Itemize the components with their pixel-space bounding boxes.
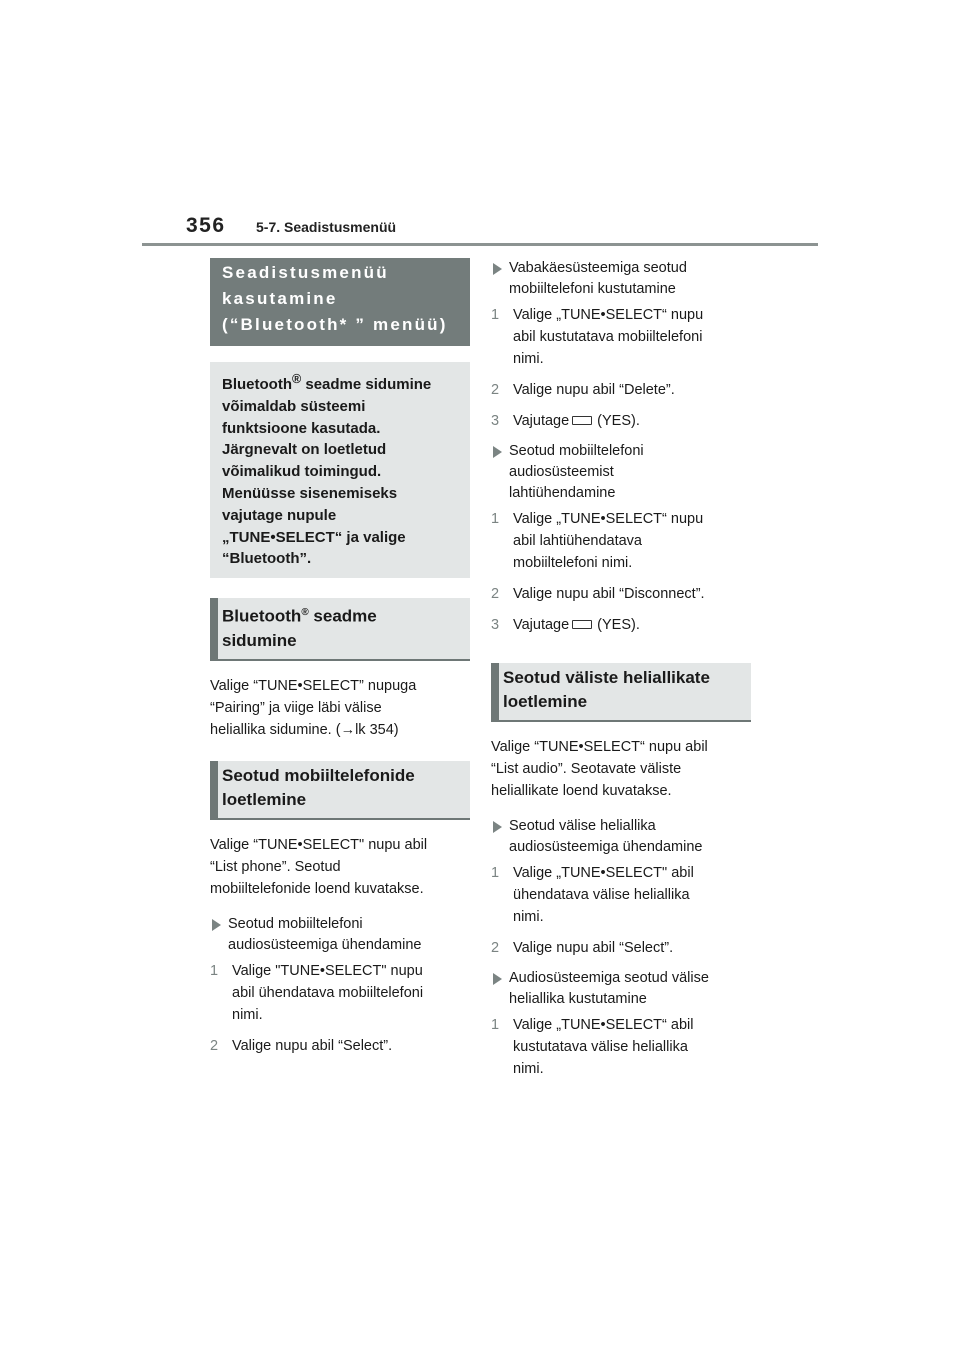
heading-pairing: Bluetooth® seadme sidumine (210, 598, 470, 661)
bullet-delete-phone: Vabakäesüsteemiga seotud mobiiltelefoni kustutamine (491, 258, 751, 300)
step: 1 Valige „TUNE•SELECT“ abil kustutatava välise heliallika nimi. (491, 1017, 694, 1077)
bullet-connect-phone: Seotud mobiiltelefoni audiosüsteemiga ühendamine (210, 914, 470, 956)
intro-line: võimaldab süsteemi (222, 397, 366, 415)
list-phones-paragraph: Valige “TUNE•SELECT" nupu abil “List phone”. Seotud mobiiltelefonide loend kuvatakse. (210, 836, 428, 897)
list-audio-paragraph: Valige “TUNE•SELECT“ nupu abil “List audio”. Seotavate väliste heliallikate loend kuvatakse. (491, 739, 708, 799)
triangle-bullet-icon (212, 919, 221, 931)
right-column (491, 258, 751, 1089)
triangle-bullet-icon (493, 263, 502, 275)
title-line: Seadistusmenüü (222, 263, 389, 282)
section-title-box (210, 258, 470, 346)
page-ref-arrow-icon: → (340, 721, 356, 738)
triangle-bullet-icon (493, 973, 502, 985)
title-line: (“Bluetooth* ” menüü) (222, 315, 448, 334)
step: 2 Valige nupu abil “Delete”. (491, 382, 675, 398)
pairing-paragraph: Valige “TUNE•SELECT” nupuga “Pairing” ja viige läbi välise heliallika sidumine. (→lk 354) (210, 677, 417, 738)
title-line: kasutamine (222, 289, 338, 308)
intro-line: „TUNE•SELECT“ ja valige (222, 528, 406, 546)
step: 1 Valige „TUNE•SELECT“ nupu abil kustutatava mobiiltelefoni nimi. (491, 307, 704, 367)
intro-line: vajutage nupule (222, 506, 337, 524)
yes-button-icon (572, 620, 592, 629)
bullet-delete-audio: Audiosüsteemiga seotud välise heliallika kustutamine (491, 968, 751, 1010)
bullet-connect-audio: Seotud välise heliallika audiosüsteemiga ühendamine (491, 816, 751, 858)
intro-line: funktsioone kasutada. (222, 419, 381, 437)
header-divider (142, 243, 818, 246)
step: 2 Valige nupu abil “Select”. (491, 940, 674, 956)
page-number: 356 (186, 214, 226, 237)
heading-list-audio: Seotud väliste heliallikate loetlemine (491, 663, 751, 722)
intro-box (210, 362, 470, 578)
intro-line: võimalikud toimingud. (222, 463, 382, 481)
step: 2 Valige nupu abil “Select”. (210, 1037, 393, 1054)
triangle-bullet-icon (493, 446, 502, 458)
chapter-title: 5-7. Seadistusmenüü (256, 219, 397, 235)
intro-line: Bluetooth® seadme sidumine (222, 372, 432, 393)
step: 1 Valige "TUNE•SELECT" nupu abil ühendatava mobiiltelefoni nimi. (210, 962, 424, 1023)
triangle-bullet-icon (493, 821, 502, 833)
heading-list-phones: Seotud mobiiltelefonide loetlemine (210, 761, 470, 820)
step: 1 Valige „TUNE•SELECT" abil ühendatava välise heliallika nimi. (491, 865, 694, 925)
intro-line: “Bluetooth”. (222, 550, 312, 568)
intro-line: Järgnevalt on loetletud (222, 441, 387, 459)
intro-line: Menüüsse sisenemiseks (222, 484, 398, 502)
left-column (210, 258, 470, 1066)
step: 1 Valige „TUNE•SELECT“ nupu abil lahtiühendatava mobiiltelefoni nimi. (491, 511, 704, 571)
step: 2 Valige nupu abil “Disconnect”. (491, 586, 705, 602)
bullet-disconnect-phone: Seotud mobiiltelefoni audiosüsteemist lahtiühendamine (491, 441, 751, 504)
step: 3 Vajutage (YES). (491, 617, 640, 633)
step: 3 Vajutage (YES). (491, 413, 640, 429)
yes-button-icon (572, 416, 592, 425)
